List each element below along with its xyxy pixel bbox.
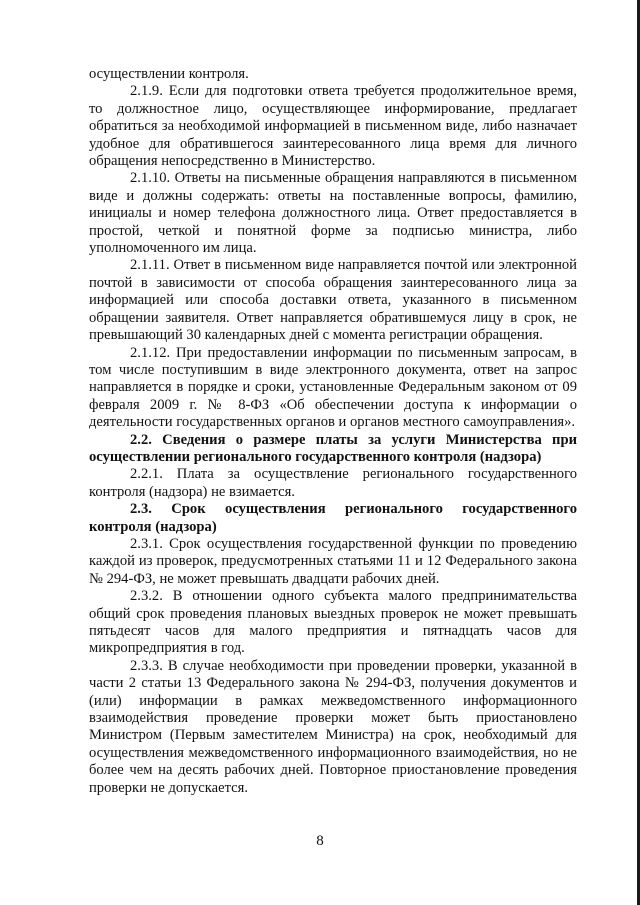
paragraph-2-1-11: 2.1.11. Ответ в письменном виде направляется почтой или электронной почтой в зависимости от способа обращения заинтересованного лица за информацией или способа доставки ответа, указанного в письменном обращении заявителя. Ответ направляется обратившемуся лицу в срок, не превышающий 30 календарных дней с момента регистрации обращения. <box>89 257 577 344</box>
section-heading-2-3: 2.3. Срок осуществления регионального государственного контроля (надзора) <box>89 501 577 535</box>
document-body <box>89 66 577 797</box>
paragraph-2-1-9: 2.1.9. Если для подготовки ответа требуется продолжительное время, то должностное лицо, осуществляющее информирование, предлагает обратиться за необходимой информацией в письменном виде, либо назначает удобное для обратившегося заинтересованного лица время для личного обращения непосредственно в Министерство. <box>89 83 577 170</box>
paragraph-2-2-1: 2.2.1. Плата за осуществление регионального государственного контроля (надзора) не взимается. <box>89 466 577 500</box>
section-heading-2-2: 2.2. Сведения о размере платы за услуги Министерства при осуществлении регионального государственного контроля (надзора) <box>89 431 577 465</box>
paragraph-2-3-3: 2.3.3. В случае необходимости при проведении проверки, указанной в части 2 статьи 13 Федерального закона № 294-ФЗ, получения документов и (или) информации в рамках межведомственного информационного взаимодействия проведение проверки может быть приостановлено Министром (Первым заместителем Министра) на срок, необходимый для осуществления межведомственного информационного взаимодействия, но не более чем на десять рабочих дней. Повторное приостановление проведения проверки не допускается. <box>89 657 577 796</box>
paragraph-2-3-1: 2.3.1. Срок осуществления государственной функции по проведению каждой из проверок, предусмотренных статьями 11 и 12 Федерального закона № 294-ФЗ, не может превышать двадцати рабочих дней. <box>89 535 577 587</box>
paragraph-2-3-2: 2.3.2. В отношении одного субъекта малого предпринимательства общий срок проведения плановых выездных проверок не может превышать пятьдесят часов для малого предприятия и пятнадцать часов для микропредприятия в год. <box>89 588 577 657</box>
paragraph-2-1-10: 2.1.10. Ответы на письменные обращения направляются в письменном виде и должны содержать: ответы на поставленные вопросы, фамилию, инициалы и номер телефона должностного лица. Ответ предоставляется в простой, четкой и понятной форме за подписью министра, либо уполномоченного им лица. <box>89 170 577 257</box>
paragraph-2-1-12: 2.1.12. При предоставлении информации по письменным запросам, в том числе поступившим в виде электронного документа, ответ на запрос направляется в порядке и сроки, установленные Федеральным законом от 09 февраля 2009 г. № 8-ФЗ «Об обеспечении доступа к информации о деятельности государственных органов и органов местного самоуправления». <box>89 344 577 431</box>
paragraph-continuation: осуществлении контроля. <box>89 66 249 82</box>
page-number: 8 <box>316 833 324 849</box>
